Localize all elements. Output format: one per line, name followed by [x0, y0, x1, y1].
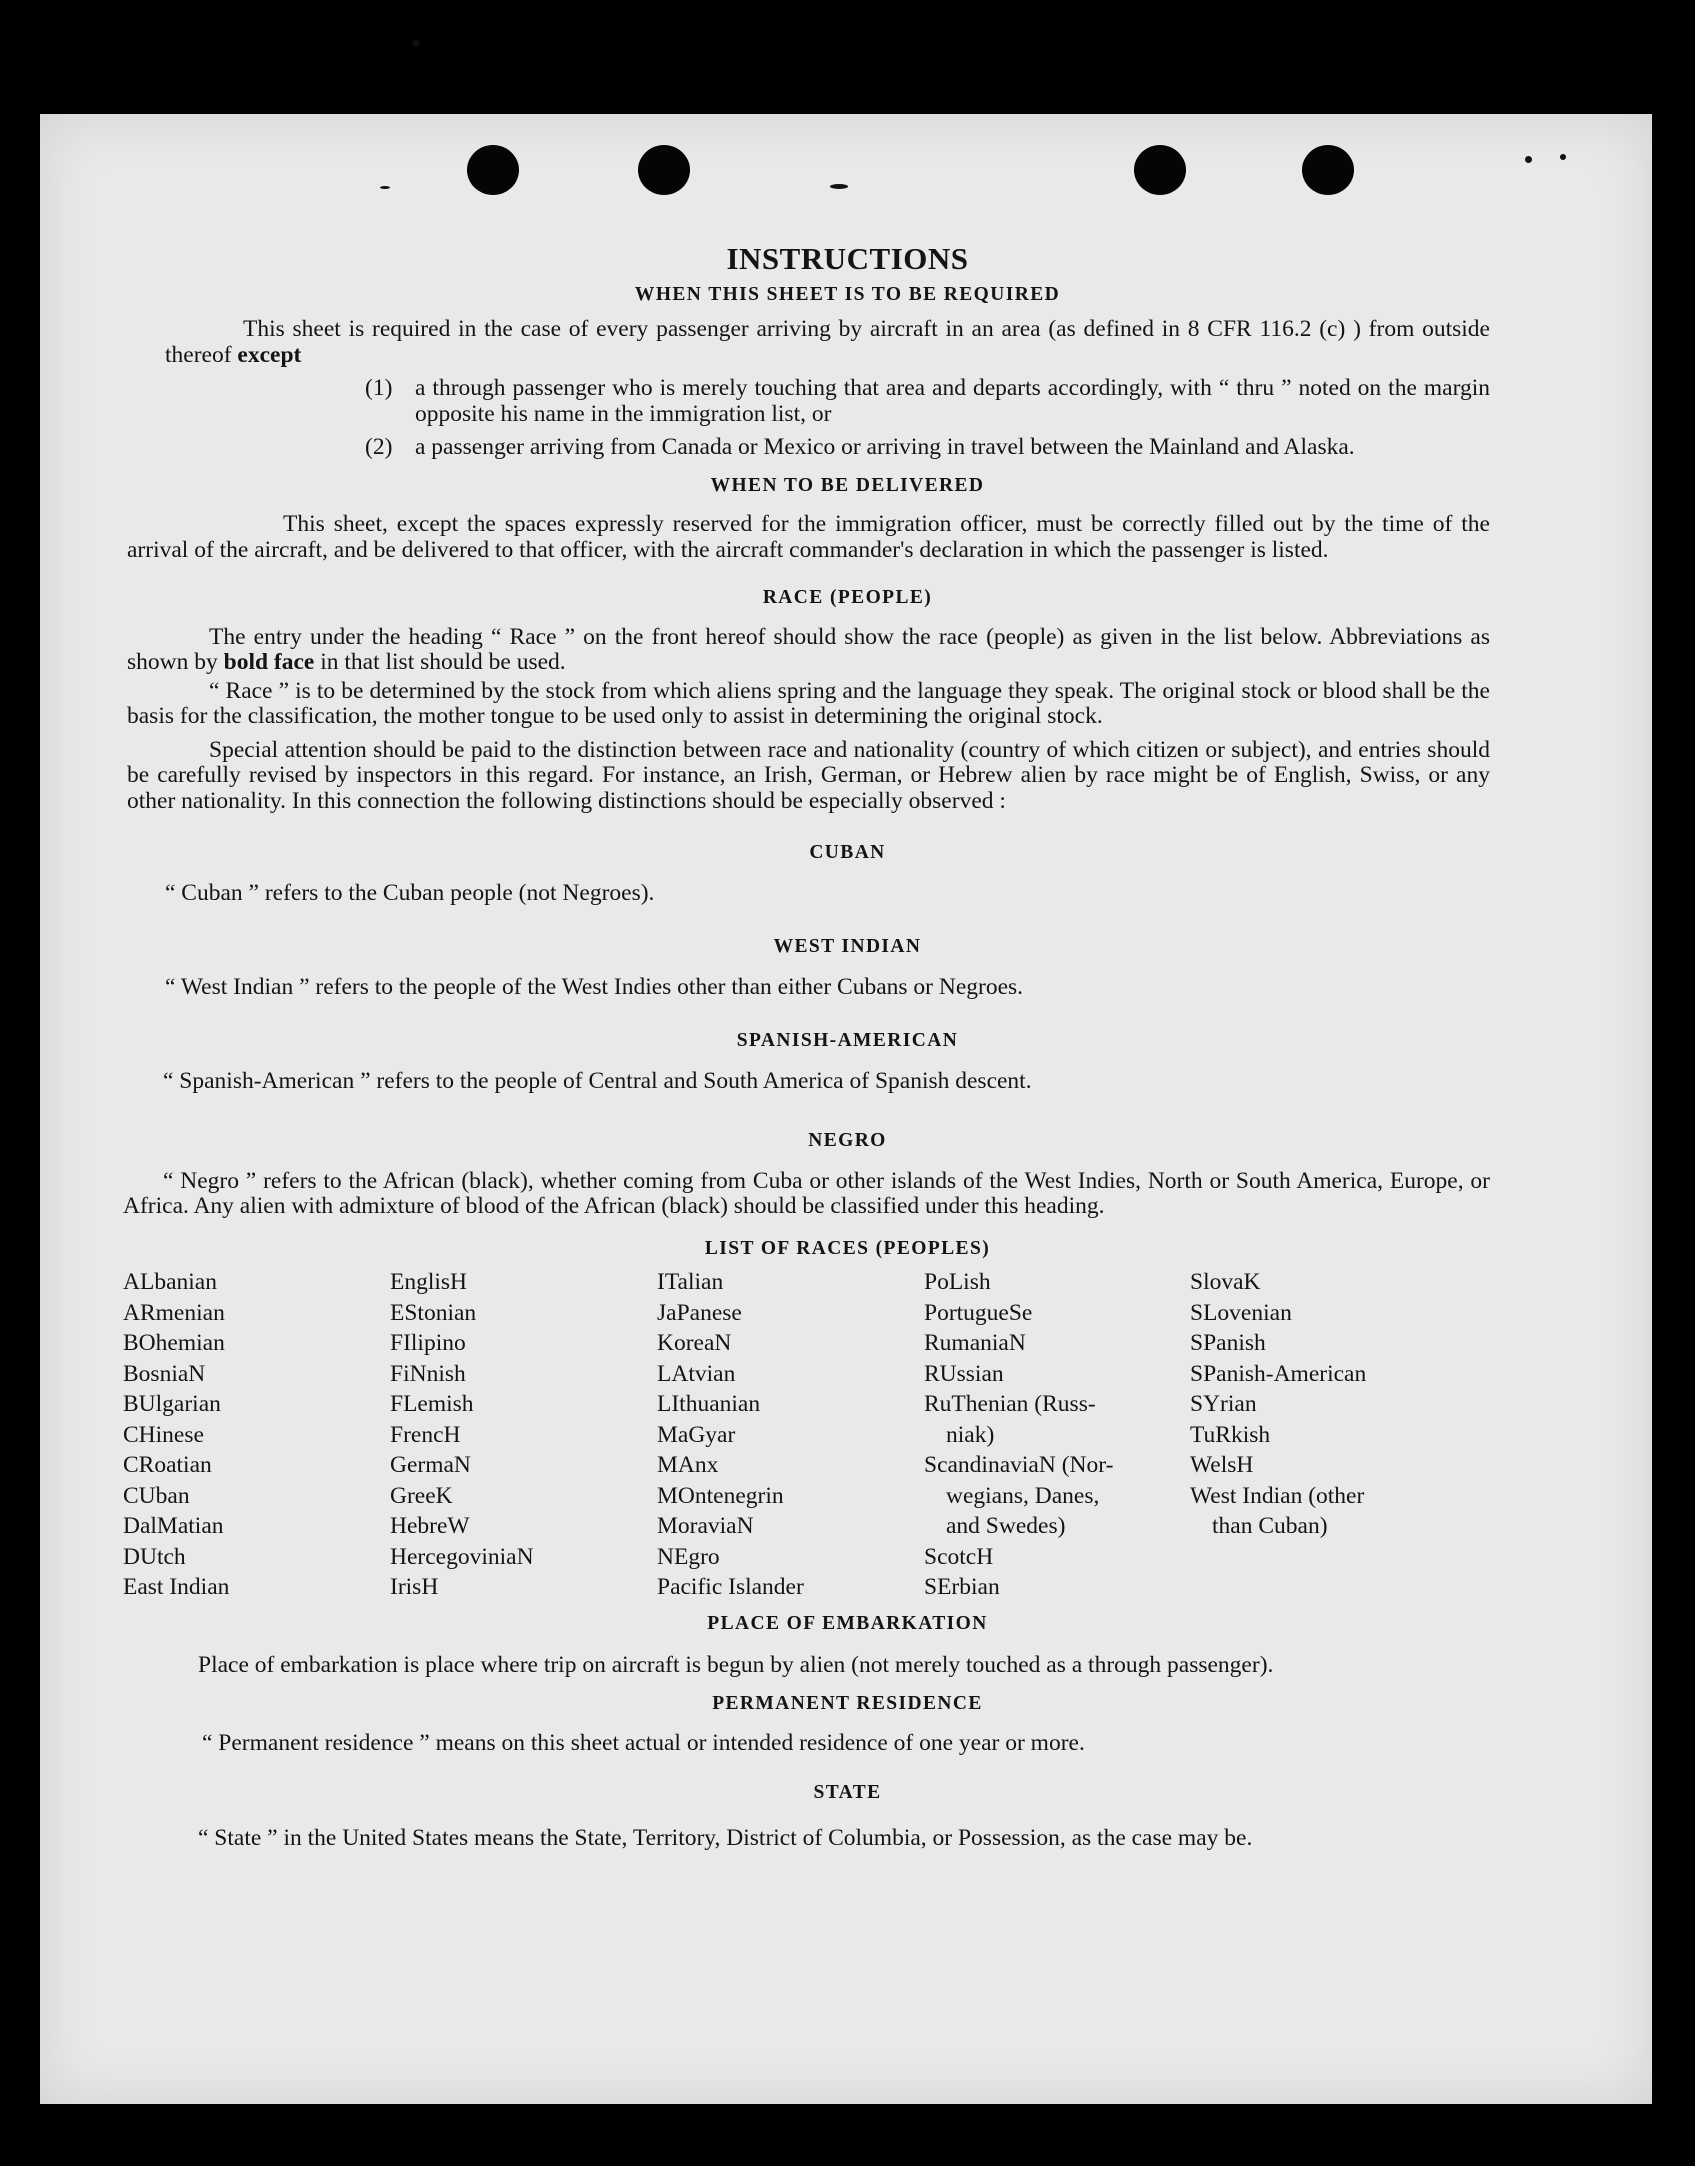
heading-when-required: WHEN THIS SHEET IS TO BE REQUIRED [634, 283, 1061, 305]
instructions-content [123, 241, 1490, 1855]
delivered-text: This sheet, except the spaces expressly reserved for the immigration officer, must be correctly filled out by the time of the arrival of the aircraft, and be delivered to that officer, with the aircraft commander's declaration in which the passenger is listed. [127, 511, 1490, 563]
cuban-text: “ Cuban ” refers to the Cuban people (not Negroes). [165, 879, 655, 906]
races-column-2 [390, 1267, 657, 1603]
race-item: EStonian [390, 1299, 477, 1326]
race-item: MAnx [657, 1452, 719, 1478]
item-text: a through passenger who is merely touching that area and departs accordingly, with “ thru ” noted on the margin opposite his name in the immigration list, or [415, 375, 1490, 427]
spanish-american-text: “ Spanish-American ” refers to the people of Central and South America of Spanish descent. [163, 1067, 1032, 1094]
page-title: INSTRUCTIONS [726, 241, 969, 276]
race-item: NEgro [657, 1543, 720, 1570]
race-item: MoraviaN [657, 1513, 754, 1539]
race-item: CHinese [123, 1421, 204, 1448]
races-list [123, 1267, 1490, 1603]
item-number: (1) [365, 375, 393, 401]
heading-negro: NEGRO [808, 1130, 887, 1151]
race-item: DalMatian [123, 1513, 224, 1539]
race-item: East Indian [123, 1574, 230, 1600]
race-item: ALbanian [123, 1269, 217, 1295]
race-p1-a: The entry under the heading “ Race ” on the front hereof should show the race (people) as given in the list below. Abbreviations as shown by [127, 623, 1490, 675]
races-column-4 [924, 1267, 1190, 1603]
race-item: HercegoviniaN [390, 1543, 534, 1570]
state-text: “ State ” in the United States means the State, Territory, District of Columbia, or Possession, as the case may be. [198, 1824, 1253, 1851]
race-item: RUssian [924, 1360, 1004, 1387]
heading-race: RACE (PEOPLE) [762, 587, 933, 608]
required-intro-bold: except [237, 341, 302, 368]
required-item-2 [365, 435, 1490, 461]
race-item: WelsH [1190, 1452, 1254, 1478]
heading-spanish-american: SPANISH-AMERICAN [736, 1030, 959, 1051]
race-item: ScandinaviaN (Nor- [924, 1452, 1114, 1478]
race-item-continued: than Cuban) [1212, 1513, 1328, 1539]
heading-when-delivered: WHEN TO BE DELIVERED [710, 474, 985, 496]
race-item: BOhemian [123, 1330, 225, 1356]
speck [412, 40, 420, 46]
race-item: SPanish [1190, 1330, 1266, 1356]
race-item: KoreaN [657, 1330, 732, 1356]
race-item: MaGyar [657, 1421, 736, 1448]
race-item: LIthuanian [657, 1391, 761, 1417]
race-item-continued: and Swedes) [946, 1513, 1066, 1539]
item-number: (2) [365, 434, 393, 460]
race-item: GermaN [390, 1452, 471, 1478]
heading-cuban: CUBAN [809, 842, 886, 863]
race-item: SPanish-American [1190, 1360, 1367, 1387]
required-item-1 [365, 376, 1490, 427]
races-column-5 [1190, 1267, 1410, 1603]
speck [380, 186, 390, 189]
race-item: HebreW [390, 1513, 470, 1539]
race-item: CRoatian [123, 1452, 212, 1478]
heading-west-indian: WEST INDIAN [773, 936, 922, 957]
required-intro [165, 317, 1490, 368]
punch-hole [1134, 145, 1186, 195]
race-p1-b: in that list should be used. [314, 649, 566, 675]
punch-hole [1302, 145, 1354, 195]
race-item: FIlipino [390, 1330, 466, 1356]
race-item: PortugueSe [924, 1299, 1033, 1326]
item-text: a passenger arriving from Canada or Mexico or arriving in travel between the Mainland and Alaska. [415, 434, 1355, 460]
race-item: Pacific Islander [657, 1574, 804, 1600]
west-indian-text: “ West Indian ” refers to the people of the West Indies other than either Cubans or Negroes. [165, 973, 1024, 1000]
race-paragraph-2: “ Race ” is to be determined by the stock from which aliens spring and the language they speak. The original stock or blood shall be the basis for the classification, the mother tongue to be used only to assist in determining the original stock. [127, 677, 1490, 729]
race-item-continued: niak) [946, 1421, 995, 1448]
race-item: SErbian [924, 1574, 1000, 1600]
race-item: BosniaN [123, 1360, 206, 1387]
race-paragraph-3: Special attention should be paid to the distinction between race and nationality (country of which citizen or subject), and entries should be carefully revised by inspectors in this regard. For instance, an Irish, German, or Hebrew alien by race might be of English, Swiss, or any other nationality. In this connection the following distinctions should be especially observed : [127, 736, 1490, 814]
race-item-continued: wegians, Danes, [946, 1482, 1100, 1509]
race-item: FrencH [390, 1421, 461, 1448]
heading-state: STATE [813, 1782, 882, 1803]
race-item: ARmenian [123, 1299, 225, 1326]
race-item: West Indian (other [1190, 1482, 1365, 1509]
race-item: LAtvian [657, 1360, 736, 1387]
race-item: MOntenegrin [657, 1482, 784, 1509]
race-item: IrisH [390, 1574, 439, 1600]
race-item: JaPanese [657, 1299, 742, 1326]
race-item: ScotcH [924, 1543, 994, 1570]
heading-list-of-races: LIST OF RACES (PEOPLES) [704, 1237, 991, 1259]
heading-permanent-residence: PERMANENT RESIDENCE [712, 1693, 983, 1714]
race-paragraph-1 [127, 625, 1490, 676]
speck [830, 184, 848, 189]
race-item: SLovenian [1190, 1299, 1292, 1326]
race-item: CUban [123, 1482, 190, 1509]
race-item: FiNnish [390, 1360, 466, 1387]
heading-place-of-embarkation: PLACE OF EMBARKATION [707, 1612, 988, 1634]
race-item: ITalian [657, 1269, 724, 1295]
race-item: PoLish [924, 1269, 991, 1295]
race-item: SlovaK [1190, 1269, 1261, 1295]
race-item: EnglisH [390, 1269, 468, 1295]
speck [1525, 156, 1532, 163]
punch-hole [467, 145, 519, 195]
race-item: GreeK [390, 1482, 453, 1509]
negro-text: “ Negro ” refers to the African (black), whether coming from Cuba or other islands of the West Indies, North or South America, Europe, or Africa. Any alien with admixture of blood of the African (black) should be classified under this heading. [123, 1167, 1490, 1219]
race-item: SYrian [1190, 1391, 1257, 1417]
punch-hole [638, 145, 690, 195]
speck [1560, 154, 1566, 160]
race-item: FLemish [390, 1391, 474, 1417]
embarkation-text: Place of embarkation is place where trip on aircraft is begun by alien (not merely touched as a through passenger). [198, 1652, 1274, 1678]
required-intro-text: This sheet is required in the case of every passenger arriving by aircraft in an area (as defined in 8 CFR 116.2 (c) ) from outside thereof [165, 316, 1490, 368]
residence-text: “ Permanent residence ” means on this sheet actual or intended residence of one year or more. [202, 1729, 1085, 1756]
race-item: TuRkish [1190, 1421, 1271, 1448]
race-item: RuThenian (Russ- [924, 1391, 1096, 1417]
races-column-1 [123, 1267, 390, 1603]
race-item: BUlgarian [123, 1391, 221, 1417]
races-column-3 [657, 1267, 924, 1603]
race-p1-bold: bold face [223, 649, 315, 675]
race-item: RumaniaN [924, 1330, 1026, 1356]
race-item: DUtch [123, 1543, 186, 1570]
